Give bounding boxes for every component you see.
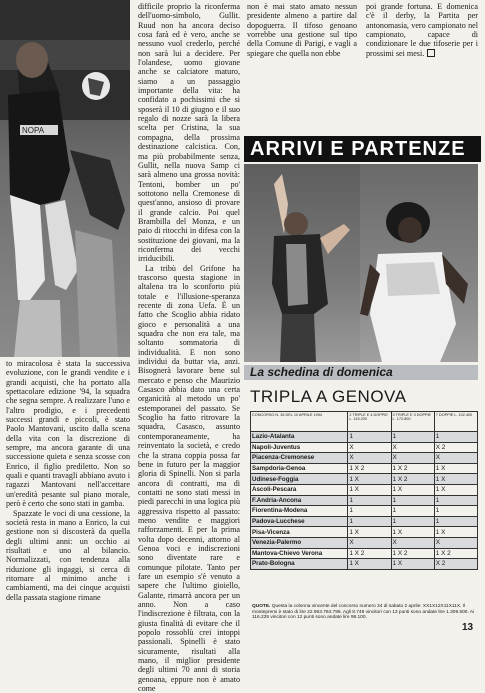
quote-label: QUOTE. [252, 604, 271, 609]
prediction-b: 1 X 2 [391, 548, 434, 559]
article-col1-paragraph-1: to miracolosa è stata la successiva evoluzione, con le grandi vendite e i grandi acquisti, che ha portato alla spettacolare edizione '94, la squadra che segna sempre. A realizzare l'uno e l'altro prodigio, e i precedenti successi grandi e piccoli, è stato Paolo Mantovani, uscito dalla scena della vita con la discrezione di sempre, ma ancora garante di una successione quieta e senza scosse con Enrico, il figlio prediletto. Non so quali e quanti travagli abbiano avuto i ragazzi Mantovani nell'accettare un'eredità pesante sul piano morale, però è certo che sono stati in gamba. [6, 359, 130, 509]
table-row [251, 453, 478, 464]
match-name: Prato-Bologna [251, 559, 348, 570]
arrivi-partenze-banner: ARRIVI E PARTENZE [244, 136, 481, 162]
schedina-table [250, 411, 478, 570]
prediction-b: X [391, 442, 434, 453]
match-name: Venezia-Palermo [251, 537, 348, 548]
prediction-c: X 2 [434, 442, 477, 453]
match-name: Pisa-Vicenza [251, 527, 348, 538]
match-name: Fiorentina-Modena [251, 506, 348, 517]
prediction-c: X 2 [434, 559, 477, 570]
prediction-c: 1 [434, 432, 477, 443]
article-column-4 [366, 2, 478, 58]
table-row [251, 506, 478, 517]
prediction-b: 1 [391, 506, 434, 517]
match-name: F.Andria-Ancona [251, 495, 348, 506]
prediction-a: 1 X 2 [348, 463, 391, 474]
prediction-b: 1 X [391, 527, 434, 538]
match-name: Piacenza-Cremonese [251, 453, 348, 464]
prediction-c: 1 X [434, 484, 477, 495]
table-row [251, 516, 478, 527]
player-left-illustration [0, 0, 130, 357]
table-row [251, 463, 478, 474]
prediction-b: X [391, 453, 434, 464]
article-col3-paragraph: non è mai stato amato nessun presidente almeno a partire dal dopoguerra. Il tifoso genoano vorrebbe una gestione sul tipo della Comune di Parigi, e vagli a spiegare che quella non ebbe [247, 2, 357, 58]
match-name: Mantova-Chievo Verona [251, 548, 348, 559]
prediction-c: 1 X [434, 527, 477, 538]
prediction-c: 1 [434, 516, 477, 527]
article-column-1 [6, 359, 130, 602]
table-row [251, 495, 478, 506]
prediction-b: 1 X [391, 559, 434, 570]
prediction-b: 1 [391, 432, 434, 443]
match-name: Padova-Lucchese [251, 516, 348, 527]
prediction-c: 1 X [434, 474, 477, 485]
prediction-a: 1 X [348, 484, 391, 495]
article-column-2 [138, 2, 240, 693]
article-col2-paragraph-2: La tribù del Grifone ha trascorso questa stagione in altalena tra lo sconforto più totale e l'illusione-speranza recente di zona Uefa. È un fatto che Scoglio abbia ridato gioco e personalità a una squadra che non era tale, ma soltanto sommatoria di individualità. E non sono individui da buttar via, anzi. Bisognerà lavorare bene sul mercato e penso che Maurizio Casasco abbia dato una certa organicità al metodo un po' estemporanei del passato. Se Scoglio ha fatto ritrovare la squadra, Casasco, assunto contemporaneamente, ha reinventato la società, e credo che la strana coppia possa far bene in futuro per la maggior gloria di Spinelli. Non si parla ancora di contratti, ma di contatti ne sono stati messi in piedi parecchi in una logica più aggressiva rispetto al passato: meno vendite e maggiori rafforzamenti. E per la prima volta dopo decenni, attorno al Genoa voci e indiscrezioni sono diventate rare e comunque pilotate. Tanto per fare un esempio s'è venuto a sapere che l'ultimo gioiello, Galante, rimarrà ancora per un anno. Non a caso l'indiscrezione è filtrata, con la giusta finalità di evitare che il popolo rossoblù crei intoppi passionali. Spinelli è stato sicuramente, risultati alla mano, il miglior presidente degli ultimi 70 anni di storia genoana, eppure non è amato come [138, 263, 240, 693]
prediction-a: X [348, 453, 391, 464]
schedina-title: TRIPLA A GENOVA [250, 387, 407, 406]
header-concorso: CONCORSO N. 35 DEL 10 APRILE 1994 [251, 412, 348, 432]
quote-text: Questa la colonna vincente del concorso numero 34 di sabato 2 aprile: XX1X12X11X11X. Il montepremi è stato di lire 22.963.784.796. Agli 8.748 vincitori con 13 punti sono andate lire 1.309.500. Ai 116.235 vincitori con 12 punti sono andate lire 98.100. [252, 604, 475, 621]
article-col4-paragraph: poi grande fortuna. E domenica c'è il derby, la Partita per antonomasia, vero campionato nel campionato, capace di condizionare le due tifoserie per i prossimi sei mesi. [366, 2, 478, 58]
prediction-a: 1 [348, 516, 391, 527]
prediction-b: 1 X 2 [391, 463, 434, 474]
svg-text:NOPA: NOPA [22, 126, 45, 135]
prediction-a: X [348, 442, 391, 453]
quote-note [252, 604, 478, 621]
prediction-b: 1 [391, 516, 434, 527]
prediction-a: 1 X [348, 474, 391, 485]
player-middle-illustration [244, 164, 360, 362]
prediction-c: X [434, 537, 477, 548]
player-photo-left [0, 0, 130, 357]
prediction-c: 1 [434, 495, 477, 506]
player-photo-middle [244, 164, 360, 362]
prediction-a: 1 X [348, 527, 391, 538]
prediction-b: 1 [391, 495, 434, 506]
table-row [251, 527, 478, 538]
player-photo-right [360, 164, 478, 362]
table-row [251, 548, 478, 559]
match-name: Ascoli-Pescara [251, 484, 348, 495]
prediction-b: 1 X [391, 484, 434, 495]
table-row [251, 442, 478, 453]
schedina-header-row [251, 412, 478, 432]
prediction-a: 1 [348, 432, 391, 443]
article-col1-paragraph-2: Spazzate le voci di una cessione, la società resta in mano a Enrico, la cui gestione non si discosterà da quella degli ultimi anni: un occhio ai risultati e uno al bilancio. Normalizzati, con tendenza alla riduzione gli ingaggi, si cerca di ritornare al minimo anche i cambiamenti, ma dei cinque acquisti della passata stagione rimane [6, 508, 130, 602]
table-row [251, 474, 478, 485]
prediction-a: 1 [348, 506, 391, 517]
prediction-a: 1 X 2 [348, 548, 391, 559]
table-row [251, 559, 478, 570]
end-of-article-square-icon [427, 49, 435, 57]
match-name: Napoli-Juventus [251, 442, 348, 453]
match-name: Sampdoria-Genoa [251, 463, 348, 474]
match-name: Lazio-Atalanta [251, 432, 348, 443]
table-row [251, 484, 478, 495]
table-row [251, 432, 478, 443]
header-column-a: 2 TRIPLE E 4 DOPPIE L. 115.200 [348, 412, 391, 432]
prediction-a: 1 [348, 495, 391, 506]
player-right-illustration [360, 164, 478, 362]
prediction-a: 1 X [348, 559, 391, 570]
header-column-c: 7 DOPPIE L. 102.400 [434, 412, 477, 432]
prediction-c: 1 X 2 [434, 548, 477, 559]
article-column-3 [247, 2, 357, 58]
page-number: 13 [462, 622, 474, 633]
match-name: Udinese-Foggia [251, 474, 348, 485]
prediction-b: 1 X 2 [391, 474, 434, 485]
prediction-c: 1 X [434, 463, 477, 474]
prediction-c: 1 [434, 506, 477, 517]
schedina-section-heading: La schedina di domenica [244, 365, 478, 380]
prediction-c: X [434, 453, 477, 464]
prediction-a: X [348, 537, 391, 548]
prediction-b: X [391, 537, 434, 548]
header-column-b: 3 TRIPLE E 3 DOPPIE L. 172.800 [391, 412, 434, 432]
table-row [251, 537, 478, 548]
article-col2-paragraph-1: difficile proprio la riconferma dell'uomo-simbolo, Gullit. Ruud non ha ancora deciso cosa farà ed è vero, anche se nessuno vuol crederlo, perché non sarà lui a decidere. Per l'olandese, uomo giovane anche se calciatore maturo, siamo a un passaggio importante della vita: ha confidato a pochissimi che si sposerà il 10 di giugno e il suo regalo di nozze sarà la libera scelta per Cristina, la sua compagna, della prossima destinazione calcistica. Con, ma più probabilmente senza, Gullit, nella nuova Samp ci sarà almeno una grossa novità: Tentoni, bomber un po' sottotono nella Cremonese di quest'anno, ansioso di provare il grande calcio. Poi quel Brambilla del Monza, e un paio di ritocchi in difesa con la sostituzione dei giovani, ma la riconferma dei vecchi irriducibili. [138, 2, 240, 264]
